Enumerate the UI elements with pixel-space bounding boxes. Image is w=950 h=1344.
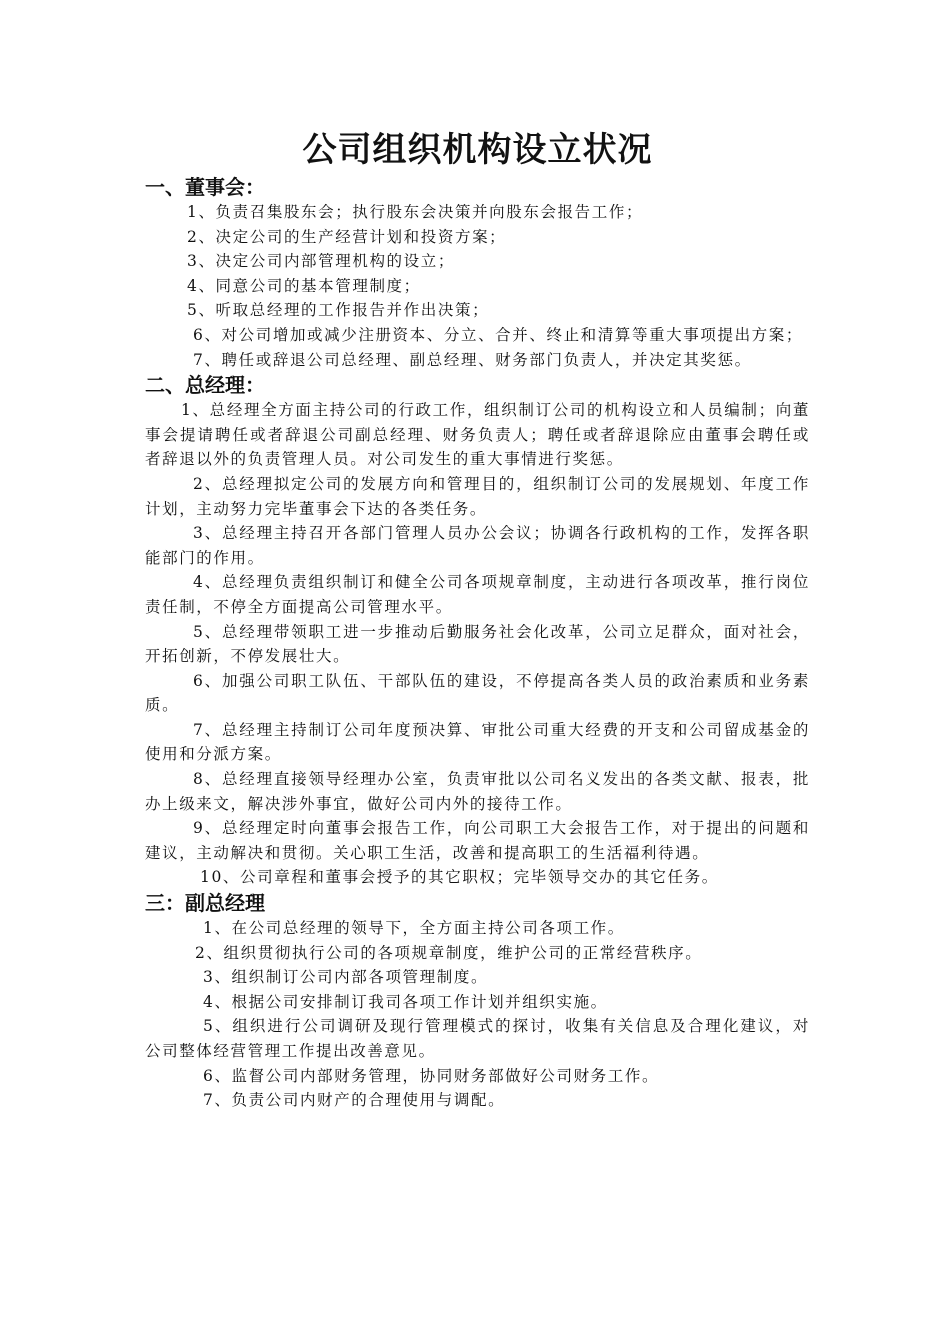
gm-item-4: 4、总经理负责组织制订和健全公司各项规章制度，主动进行各项改革，推行岗位责任制，不停全方面提高公司管理水平。 [145, 573, 810, 616]
section-heading-board: 一、董事会： [145, 175, 265, 199]
document-page [145, 128, 810, 1113]
board-item-5: 5、听取总经理的工作报告并作出决策； [187, 301, 490, 320]
deputy-item-5: 5、组织进行公司调研及现行管理模式的探讨，收集有关信息及合理化建议，对公司整体经营管理工作提出改善意见。 [145, 1017, 810, 1060]
deputy-item-3: 3、组织制订公司内部各项管理制度。 [203, 968, 489, 987]
deputy-item-6: 6、监督公司内部财务管理，协同财务部做好公司财务工作。 [203, 1066, 660, 1085]
gm-item-5: 5、总经理带领职工进一步推动后勤服务社会化改革，公司立足群众，面对社会，开拓创新，不停发展壮大。 [145, 622, 810, 666]
board-item-7: 7、聘任或辞退公司总经理、副总经理、财务部门负责人，并决定其奖惩。 [193, 350, 752, 369]
board-item-4: 4、同意公司的基本管理制度； [187, 276, 421, 295]
deputy-item-4: 4、根据公司安排制订我司各项工作计划并组织实施。 [203, 992, 608, 1011]
board-item-6: 6、对公司增加或减少注册资本、分立、合并、终止和清算等重大事项提出方案； [193, 325, 803, 344]
gm-item-7: 7、总经理主持制订公司年度预决算、审批公司重大经费的开支和公司留成基金的使用和分派方案。 [145, 720, 810, 764]
board-item-3: 3、决定公司内部管理机构的设立； [187, 252, 455, 271]
section-heading-gm: 二、总经理： [145, 373, 265, 398]
deputy-item-7: 7、负责公司内财产的合理使用与调配。 [203, 1091, 506, 1110]
gm-item-1: 1、总经理全方面主持公司的行政工作，组织制订公司的机构设立和人员编制；向董事会提请聘任或者辞退公司副总经理、财务负责人；聘任或者辞退除应由董事会聘任或者辞退以外的负责管理人员。对公司发生的重大事情进行奖惩。 [145, 401, 810, 469]
gm-item-9: 9、总经理定时向董事会报告工作，向公司职工大会报告工作，对于提出的问题和建议，主动解决和贯彻。关心职工生活，改善和提高职工的生活福利待遇。 [145, 819, 810, 862]
gm-item-2: 2、总经理拟定公司的发展方向和管理目的，组织制订公司的发展规划、年度工作计划，主动努力完毕董事会下达的各类任务。 [145, 474, 810, 518]
gm-item-8: 8、总经理直接领导经理办公室，负责审批以公司名义发出的各类文献、报表，批办上级来文，解决涉外事宜，做好公司内外的接待工作。 [145, 770, 810, 813]
board-item-2: 2、决定公司的生产经营计划和投资方案； [187, 227, 507, 246]
gm-item-3: 3、总经理主持召开各部门管理人员办公会议；协调各行政机构的工作，发挥各职能部门的作用。 [145, 524, 810, 567]
board-item-1: 1、负责召集股东会；执行股东会决策并向股东会报告工作； [187, 203, 644, 221]
gm-item-6: 6、加强公司职工队伍、干部队伍的建设，不停提高各类人员的政治素质和业务素质。 [145, 671, 810, 715]
gm-item-10: 10、公司章程和董事会授予的其它职权；完毕领导交办的其它任务。 [200, 868, 719, 887]
section-heading-deputy-gm: 三：副总经理 [145, 891, 265, 916]
document-title: 公司组织机构设立状况 [302, 130, 653, 170]
deputy-item-1: 1、在公司总经理的领导下，全方面主持公司各项工作。 [203, 919, 625, 938]
deputy-item-2: 2、组织贯彻执行公司的各项规章制度，维护公司的正常经营秩序。 [195, 943, 703, 962]
